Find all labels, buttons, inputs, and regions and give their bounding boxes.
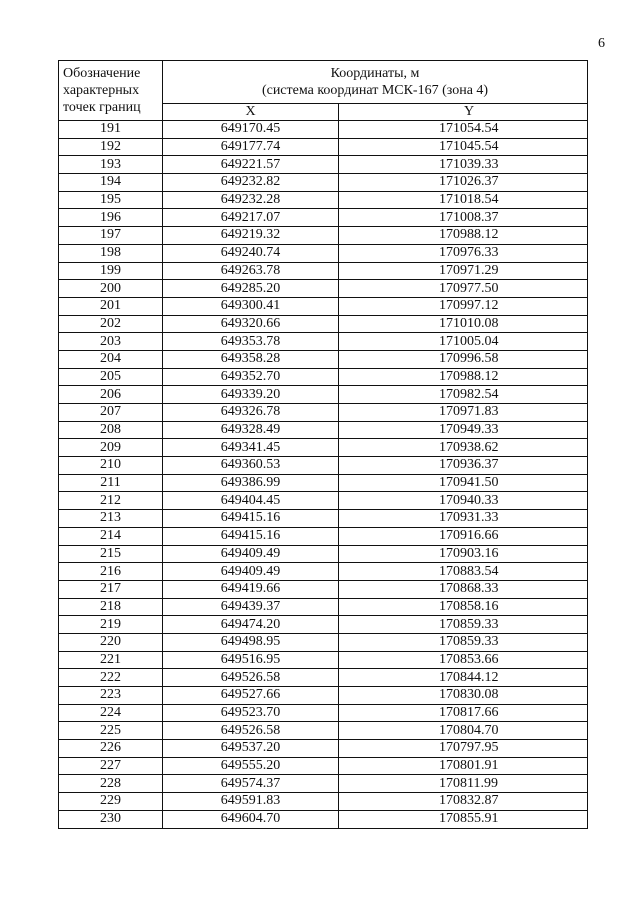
point-number-cell: 206: [59, 386, 163, 404]
y-coordinate-cell: 170971.29: [339, 262, 588, 280]
x-coordinate-cell: 649386.99: [163, 474, 339, 492]
x-coordinate-cell: 649219.32: [163, 227, 339, 245]
y-coordinate-cell: 171008.37: [339, 209, 588, 227]
point-number-cell: 217: [59, 580, 163, 598]
coordinates-header: [163, 61, 588, 104]
point-number-cell: 199: [59, 262, 163, 280]
point-number-cell: 215: [59, 545, 163, 563]
x-coordinate-cell: 649527.66: [163, 687, 339, 705]
x-coordinate-cell: 649526.58: [163, 669, 339, 687]
x-coordinate-cell: 649404.45: [163, 492, 339, 510]
table-row: [59, 404, 588, 422]
point-number-cell: 221: [59, 651, 163, 669]
x-coordinate-cell: 649232.82: [163, 174, 339, 192]
y-coordinate-cell: 170859.33: [339, 616, 588, 634]
y-coordinate-cell: 170817.66: [339, 704, 588, 722]
y-coordinate-cell: 170855.91: [339, 810, 588, 828]
x-coordinate-cell: 649170.45: [163, 121, 339, 139]
point-number-cell: 193: [59, 156, 163, 174]
y-coordinate-cell: 170830.08: [339, 687, 588, 705]
point-number-cell: 192: [59, 138, 163, 156]
point-number-cell: 209: [59, 439, 163, 457]
y-coordinate-cell: 170938.62: [339, 439, 588, 457]
x-coordinate-cell: 649537.20: [163, 740, 339, 758]
table-row: [59, 793, 588, 811]
point-number-cell: 220: [59, 633, 163, 651]
x-coordinate-cell: 649604.70: [163, 810, 339, 828]
x-coordinate-cell: 649498.95: [163, 633, 339, 651]
table-row: [59, 421, 588, 439]
header-row-top: [59, 61, 588, 104]
point-number-cell: 213: [59, 510, 163, 528]
table-row: [59, 669, 588, 687]
x-coordinate-cell: 649523.70: [163, 704, 339, 722]
x-coordinate-cell: 649339.20: [163, 386, 339, 404]
x-column-header: X: [163, 104, 339, 121]
x-coordinate-cell: 649574.37: [163, 775, 339, 793]
y-coordinate-cell: 171005.04: [339, 333, 588, 351]
y-coordinate-cell: 170858.16: [339, 598, 588, 616]
y-coordinate-cell: 170903.16: [339, 545, 588, 563]
y-coordinate-cell: 170971.83: [339, 404, 588, 422]
point-number-cell: 191: [59, 121, 163, 139]
table-row: [59, 333, 588, 351]
table-row: [59, 651, 588, 669]
table-row: [59, 722, 588, 740]
table-row: [59, 616, 588, 634]
point-number-cell: 207: [59, 404, 163, 422]
y-coordinate-cell: 170988.12: [339, 368, 588, 386]
y-coordinate-cell: 170977.50: [339, 280, 588, 298]
point-number-cell: 224: [59, 704, 163, 722]
point-column-header-line2: характерных: [63, 83, 140, 98]
table-row: [59, 580, 588, 598]
table-row: [59, 191, 588, 209]
point-number-cell: 219: [59, 616, 163, 634]
y-coordinate-cell: 170949.33: [339, 421, 588, 439]
coordinates-table: [58, 60, 588, 829]
x-coordinate-cell: 649415.16: [163, 510, 339, 528]
x-coordinate-cell: 649300.41: [163, 297, 339, 315]
table-row: [59, 315, 588, 333]
point-number-cell: 211: [59, 474, 163, 492]
table-row: [59, 757, 588, 775]
point-column-header-line1: Обозначение: [63, 66, 141, 81]
x-coordinate-cell: 649409.49: [163, 563, 339, 581]
table-row: [59, 740, 588, 758]
y-coordinate-cell: 171018.54: [339, 191, 588, 209]
table-row: [59, 138, 588, 156]
point-column-header-line3: точек границ: [63, 100, 141, 115]
x-coordinate-cell: 649217.07: [163, 209, 339, 227]
table-row: [59, 174, 588, 192]
x-coordinate-cell: 649526.58: [163, 722, 339, 740]
table-row: [59, 386, 588, 404]
y-coordinate-cell: 170982.54: [339, 386, 588, 404]
y-coordinate-cell: 170996.58: [339, 350, 588, 368]
table-row: [59, 527, 588, 545]
x-coordinate-cell: 649516.95: [163, 651, 339, 669]
table-row: [59, 297, 588, 315]
y-coordinate-cell: 170832.87: [339, 793, 588, 811]
table-row: [59, 474, 588, 492]
x-coordinate-cell: 649358.28: [163, 350, 339, 368]
x-coordinate-cell: 649591.83: [163, 793, 339, 811]
y-coordinate-cell: 170801.91: [339, 757, 588, 775]
x-coordinate-cell: 649439.37: [163, 598, 339, 616]
y-coordinate-cell: 170941.50: [339, 474, 588, 492]
table-row: [59, 368, 588, 386]
point-number-cell: 228: [59, 775, 163, 793]
table-row: [59, 244, 588, 262]
x-coordinate-cell: 649474.20: [163, 616, 339, 634]
y-coordinate-cell: 170936.37: [339, 457, 588, 475]
y-coordinate-cell: 170868.33: [339, 580, 588, 598]
point-number-cell: 201: [59, 297, 163, 315]
table-row: [59, 227, 588, 245]
point-number-cell: 197: [59, 227, 163, 245]
y-coordinate-cell: 170931.33: [339, 510, 588, 528]
point-number-cell: 218: [59, 598, 163, 616]
point-number-cell: 205: [59, 368, 163, 386]
point-number-cell: 214: [59, 527, 163, 545]
x-coordinate-cell: 649221.57: [163, 156, 339, 174]
y-column-header: Y: [339, 104, 588, 121]
table-header: [59, 61, 588, 121]
point-number-cell: 212: [59, 492, 163, 510]
point-number-cell: 226: [59, 740, 163, 758]
x-coordinate-cell: 649177.74: [163, 138, 339, 156]
x-coordinate-cell: 649415.16: [163, 527, 339, 545]
x-coordinate-cell: 649341.45: [163, 439, 339, 457]
page-number: 6: [598, 36, 605, 51]
y-coordinate-cell: 170797.95: [339, 740, 588, 758]
y-coordinate-cell: 170988.12: [339, 227, 588, 245]
point-number-cell: 198: [59, 244, 163, 262]
table-row: [59, 457, 588, 475]
table-row: [59, 492, 588, 510]
y-coordinate-cell: 170844.12: [339, 669, 588, 687]
x-coordinate-cell: 649353.78: [163, 333, 339, 351]
y-coordinate-cell: 171039.33: [339, 156, 588, 174]
y-coordinate-cell: 170853.66: [339, 651, 588, 669]
table-row: [59, 687, 588, 705]
point-number-cell: 195: [59, 191, 163, 209]
table-row: [59, 563, 588, 581]
table-row: [59, 262, 588, 280]
point-number-cell: 223: [59, 687, 163, 705]
point-number-cell: 208: [59, 421, 163, 439]
y-coordinate-cell: 170859.33: [339, 633, 588, 651]
table-row: [59, 156, 588, 174]
table-row: [59, 121, 588, 139]
x-coordinate-cell: 649419.66: [163, 580, 339, 598]
table-row: [59, 545, 588, 563]
y-coordinate-cell: 171045.54: [339, 138, 588, 156]
point-number-cell: 222: [59, 669, 163, 687]
point-number-cell: 229: [59, 793, 163, 811]
table-row: [59, 350, 588, 368]
point-column-header: [59, 61, 163, 121]
point-number-cell: 230: [59, 810, 163, 828]
point-number-cell: 210: [59, 457, 163, 475]
table-row: [59, 810, 588, 828]
point-number-cell: 225: [59, 722, 163, 740]
x-coordinate-cell: 649328.49: [163, 421, 339, 439]
point-number-cell: 194: [59, 174, 163, 192]
x-coordinate-cell: 649263.78: [163, 262, 339, 280]
x-coordinate-cell: 649240.74: [163, 244, 339, 262]
x-coordinate-cell: 649232.28: [163, 191, 339, 209]
table-row: [59, 598, 588, 616]
table-row: [59, 510, 588, 528]
y-coordinate-cell: 171026.37: [339, 174, 588, 192]
table-row: [59, 439, 588, 457]
point-number-cell: 196: [59, 209, 163, 227]
y-coordinate-cell: 170997.12: [339, 297, 588, 315]
x-coordinate-cell: 649326.78: [163, 404, 339, 422]
table-row: [59, 209, 588, 227]
point-number-cell: 202: [59, 315, 163, 333]
point-number-cell: 203: [59, 333, 163, 351]
x-coordinate-cell: 649555.20: [163, 757, 339, 775]
x-coordinate-cell: 649360.53: [163, 457, 339, 475]
y-coordinate-cell: 170811.99: [339, 775, 588, 793]
y-coordinate-cell: 170804.70: [339, 722, 588, 740]
y-coordinate-cell: 171054.54: [339, 121, 588, 139]
x-coordinate-cell: 649285.20: [163, 280, 339, 298]
point-number-cell: 204: [59, 350, 163, 368]
x-coordinate-cell: 649320.66: [163, 315, 339, 333]
y-coordinate-cell: 171010.08: [339, 315, 588, 333]
table-row: [59, 704, 588, 722]
table-row: [59, 775, 588, 793]
y-coordinate-cell: 170940.33: [339, 492, 588, 510]
x-coordinate-cell: 649409.49: [163, 545, 339, 563]
y-coordinate-cell: 170916.66: [339, 527, 588, 545]
table-row: [59, 633, 588, 651]
coordinates-header-subtitle: (система координат МСК-167 (зона 4): [261, 83, 489, 98]
table-row: [59, 280, 588, 298]
point-number-cell: 200: [59, 280, 163, 298]
coordinates-header-title: Координаты, м: [330, 66, 420, 81]
y-coordinate-cell: 170976.33: [339, 244, 588, 262]
point-number-cell: 227: [59, 757, 163, 775]
table-body: [59, 121, 588, 829]
x-coordinate-cell: 649352.70: [163, 368, 339, 386]
point-number-cell: 216: [59, 563, 163, 581]
y-coordinate-cell: 170883.54: [339, 563, 588, 581]
